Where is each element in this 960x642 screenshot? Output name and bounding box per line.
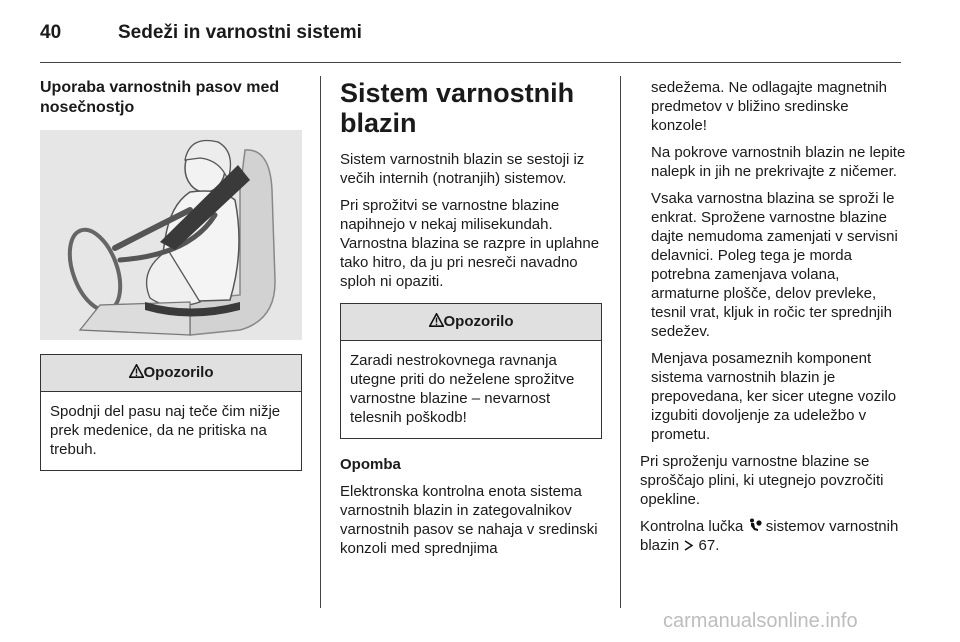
paragraph: Pri sprožitvi se varnostne blazine napihnejo v nekaj milisekundah. Varnostna blazina se razpre in uplahne tako hitro, da ju pri nesreči navadno sploh ni opaziti.: [340, 197, 600, 290]
warning-triangle-icon: [129, 364, 144, 381]
note-title: Opomba: [340, 456, 401, 473]
warning-box: [340, 303, 602, 439]
indented-paragraph: Vsaka varnostna blazina se sproži le enkrat. Sprožene varnostne blazine dajte nemudoma zamenjati v servisni delavnici. Poleg tega je morda potrebna zamenjava volana, armaturne plošče, delov prevleke, tesnil vrat, kljuk in ročic ter sprednjih sedežev.: [651, 190, 898, 340]
column-divider-1: [320, 76, 321, 608]
warning-title: Opozorilo: [143, 364, 214, 381]
airbag-warning-light-icon: [748, 518, 762, 535]
warning-triangle-icon: [429, 313, 444, 330]
note-text: Elektronska kontrolna enota sistema varnostnih blazin in zategovalnikov varnostnih pasov se nahaja v sredinski konzoli med sprednjima: [340, 483, 598, 557]
warning-box-header: [41, 355, 301, 392]
warning-box: [40, 354, 302, 471]
paragraph: [640, 517, 906, 555]
warning-box-header: [341, 304, 601, 341]
page-reference-arrow-icon: [683, 537, 694, 554]
paragraph-text: sistemov varnostnih blazin: [640, 518, 899, 554]
left-column: [40, 78, 302, 471]
paragraph: Pri sproženju varnostne blazine se sproščajo plini, ki utegnejo povzročiti opekline.: [640, 453, 884, 508]
right-column: [640, 78, 906, 563]
paragraph-text: Kontrolna lučka: [640, 518, 744, 535]
page-header: [40, 22, 362, 44]
indented-paragraph: Menjava posameznih komponent sistema varnostnih blazin je prepovedana, ker sicer utegne vozilo izgubiti dovoljenje za udeležbo v prometu.: [651, 350, 897, 443]
section-heading: Uporaba varnostnih pasov med nosečnostjo: [40, 79, 280, 116]
indented-paragraph: sedežema. Ne odlagajte magnetnih predmetov v bližino sredinske konzole!: [651, 79, 887, 134]
header-divider: [40, 62, 901, 63]
column-divider-2: [620, 76, 621, 608]
warning-text: Spodnji del pasu naj teče čim nižje prek medenice, da ne pritiska na trebuh.: [50, 403, 281, 458]
page-number: 40: [40, 22, 62, 43]
indented-paragraph: Na pokrove varnostnih blazin ne lepite nalepk in jih ne prekrivajte z ničemer.: [651, 144, 906, 180]
watermark: carmanualsonline.info: [663, 610, 858, 632]
middle-column: [340, 78, 602, 566]
paragraph: Sistem varnostnih blazin se sestoji iz večih internih (notranjih) sistemov.: [340, 151, 585, 187]
warning-title: Opozorilo: [443, 313, 514, 330]
page-reference[interactable]: 67.: [698, 537, 720, 554]
chapter-title: Sedeži in varnostni sistemi: [118, 22, 362, 43]
pregnant-driver-seatbelt-illustration: [40, 130, 302, 340]
warning-text: Zaradi nestrokovnega ravnanja utegne priti do neželene sprožitve varnostne blazine – nevarnost telesnih poškodb!: [350, 352, 575, 426]
section-title: Sistem varnostnih blazin: [340, 78, 575, 138]
